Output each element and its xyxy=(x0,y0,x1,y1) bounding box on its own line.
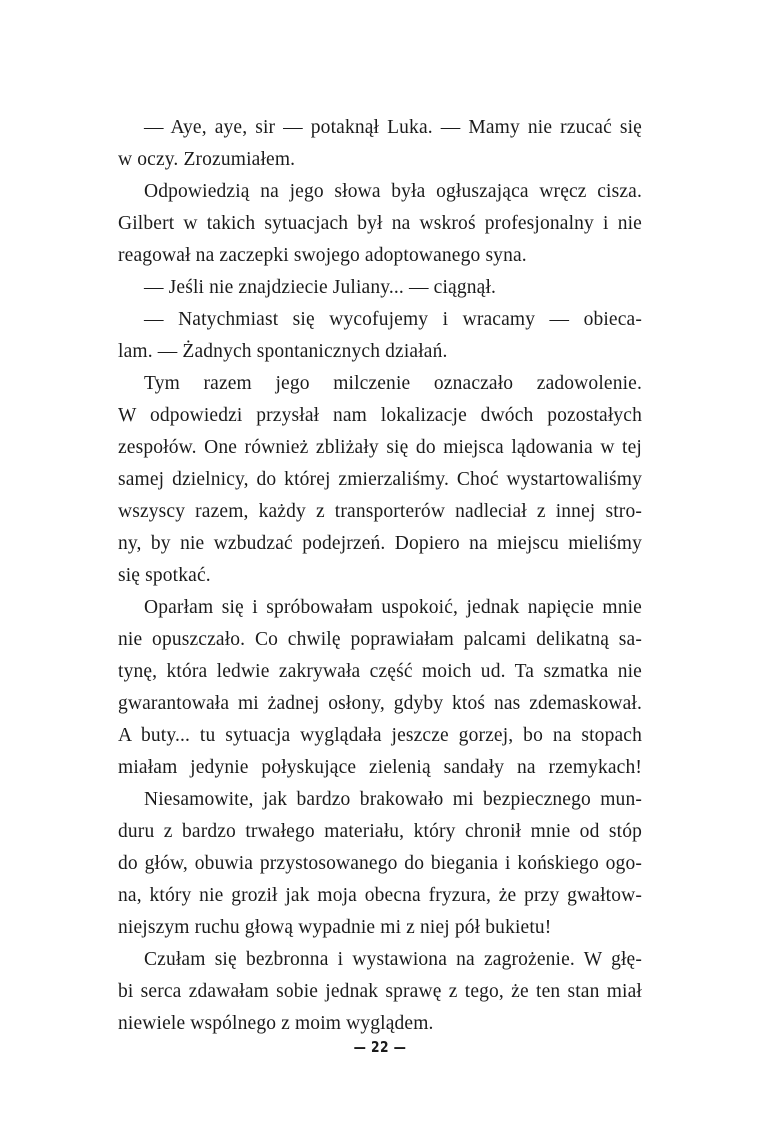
text-line: — Aye, aye, sir — potaknął Luka. — Mamy nie rzucać się xyxy=(144,117,642,138)
text-line: do głów, obuwia przystosowanego do biegania i końskiego ogo- xyxy=(118,853,642,874)
text-line: duru z bardzo trwałego materiału, który chronił mnie od stóp xyxy=(118,821,642,842)
text-line: niejszym ruchu głową wypadnie mi z niej pół bukietu! xyxy=(118,917,552,938)
text-line: Gilbert w takich sytuacjach był na wskroś profesjonalny i nie xyxy=(118,213,642,234)
text-line: — Natychmiast się wycofujemy i wracamy — obieca- xyxy=(144,309,642,330)
text-line: bi serca zdawałam sobie jednak sprawę z tego, że ten stan miał xyxy=(118,981,642,1002)
text-line: Niesamowite, jak bardzo brakowało mi bezpiecznego mun- xyxy=(144,789,642,810)
text-line: — Jeśli nie znajdziecie Juliany... — ciągnął. xyxy=(144,277,497,298)
text-line: Odpowiedzią na jego słowa była ogłuszająca wręcz cisza. xyxy=(144,181,642,202)
text-line: Czułam się bezbronna i wystawiona na zagrożenie. W głę- xyxy=(144,949,642,970)
text-line: samej dzielnicy, do której zmierzaliśmy. Choć wystartowaliśmy xyxy=(118,469,642,490)
page-number: — 22 — xyxy=(353,1038,407,1056)
text-line: się spotkać. xyxy=(118,565,211,586)
text-line: gwarantowała mi żadnej osłony, gdyby ktoś nas zdemaskował. xyxy=(118,693,642,714)
text-line: zespołów. One również zbliżały się do miejsca lądowania w tej xyxy=(118,437,642,458)
text-line: wszyscy razem, każdy z transporterów nadleciał z innej stro- xyxy=(118,501,642,522)
page-text-body xyxy=(118,112,642,1040)
text-line: miałam jedynie połyskujące zielenią sandały na rzemykach! xyxy=(118,757,642,778)
text-line: A buty... tu sytuacja wyglądała jeszcze gorzej, bo na stopach xyxy=(118,725,642,746)
text-line: niewiele wspólnego z moim wyglądem. xyxy=(118,1013,434,1034)
text-line: nie opuszczało. Co chwilę poprawiałam palcami delikatną sa- xyxy=(118,629,642,650)
text-line: w oczy. Zrozumiałem. xyxy=(118,149,296,170)
text-line: tynę, która ledwie zakrywała część moich ud. Ta szmatka nie xyxy=(118,661,642,682)
text-line: lam. — Żadnych spontanicznych działań. xyxy=(118,341,448,362)
text-line: W odpowiedzi przysłał nam lokalizacje dwóch pozostałych xyxy=(118,405,642,426)
text-line: ny, by nie wzbudzać podejrzeń. Dopiero na miejscu mieliśmy xyxy=(118,533,642,554)
text-line: Tym razem jego milczenie oznaczało zadowolenie. xyxy=(144,373,642,394)
text-line: reagował na zaczepki swojego adoptowanego syna. xyxy=(118,245,527,266)
text-line: na, który nie groził jak moja obecna fryzura, że przy gwałtow- xyxy=(118,885,642,906)
text-line: Oparłam się i spróbowałam uspokoić, jednak napięcie mnie xyxy=(144,597,642,618)
